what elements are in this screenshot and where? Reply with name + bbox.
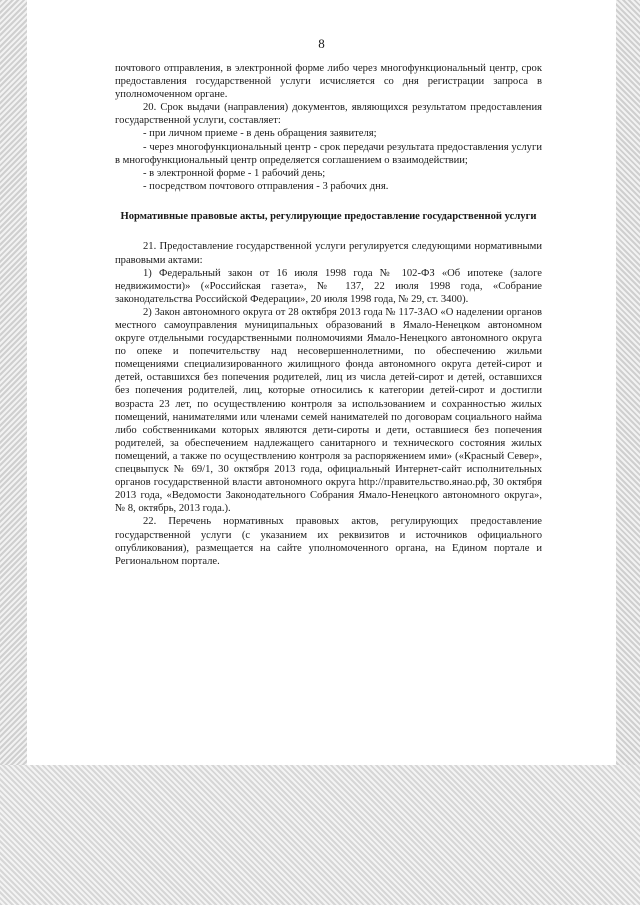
paragraph-20: 20. Срок выдачи (направления) документов, являющихся результатом предоставления государственной услуги, составляет: bbox=[115, 102, 542, 127]
list-item-postal: - посредством почтового отправления - 3 рабочих дня. bbox=[143, 180, 389, 192]
paragraph-21: 21. Предоставление государственной услуги регулируется следующими нормативными правовыми актами: bbox=[115, 241, 542, 266]
document-body bbox=[115, 62, 542, 568]
law-item-1: 1) Федеральный закон от 16 июля 1998 года № 102-ФЗ «Об ипотеке (залоге недвижимости)» («Российская газета», № 137, 22 июля 1998 года, «Собрание законодательства Российской Федерации», 20 июля 1998 года, № 29, ст. 3400). bbox=[115, 267, 542, 305]
scan-bottom-edge bbox=[0, 765, 640, 905]
paragraph-continuation: почтового отправления, в электронной форме либо через многофункциональный центр, срок предоставления государственной услуги исчисляется со дня регистрации запроса в уполномоченном органе. bbox=[115, 63, 542, 101]
list-item-electronic: - в электронной форме - 1 рабочий день; bbox=[143, 167, 326, 179]
list-item-personal: - при личном приеме - в день обращения заявителя; bbox=[143, 128, 377, 140]
list-item-mfc: - через многофункциональный центр - срок передачи результата предоставления услуги в многофункциональный центр определяется соглашением о взаимодействии; bbox=[115, 141, 542, 166]
section-heading: Нормативные правовые акты, регулирующие предоставление государственной услуги bbox=[120, 210, 537, 222]
document-page bbox=[27, 0, 616, 765]
law-item-2: 2) Закон автономного округа от 28 октября 2013 года № 117-ЗАО «О наделении органов местного самоуправления муниципальных образований в Ямало-Ненецком автономном округе отдельными государственными полномочиями Ямало-Ненецкого автономного округа по опеке и попечительству над несовершеннолетними, по обеспечению жильми помещениями специализированного жилищного фонда автономного округа детей-сирот и детей, оставшихся без попечения родителей, лиц из числа детей-сирот и детей, оставшихся без попечения родителей, лиц, которые относились к категории детей-сирот и достигли возраста 23 лет, по осуществлению контроля за использованием и сохранностью жилых помещений, нанимателями или членами семей нанимателей по договорам социального найма либо собственниками которых являются дети-сироты и дети, оставшиеся без попечения родителей, за обеспечением надлежащего санитарного и технического состояния жилых помещений, а также по осуществлению контроля за распоряжением ими» («Красный Север», спецвыпуск № 69/1, 30 октября 2013 года, официальный Интернет-сайт исполнительных органов государственной власти автономного округа http://правительство.янао.рф, 30 октября 2013 года, «Ведомости Законодательного Собрания Ямало-Ненецкого автономного округа», № 8, октябрь, 2013 года.). bbox=[115, 306, 542, 515]
paragraph-22: 22. Перечень нормативных правовых актов, регулирующих предоставление государственной услуги (с указанием их реквизитов и источников официального опубликования), размещается на сайте уполномоченного органа, на Едином портале и Региональном портале. bbox=[115, 516, 542, 567]
page-number: 8 bbox=[318, 36, 325, 51]
